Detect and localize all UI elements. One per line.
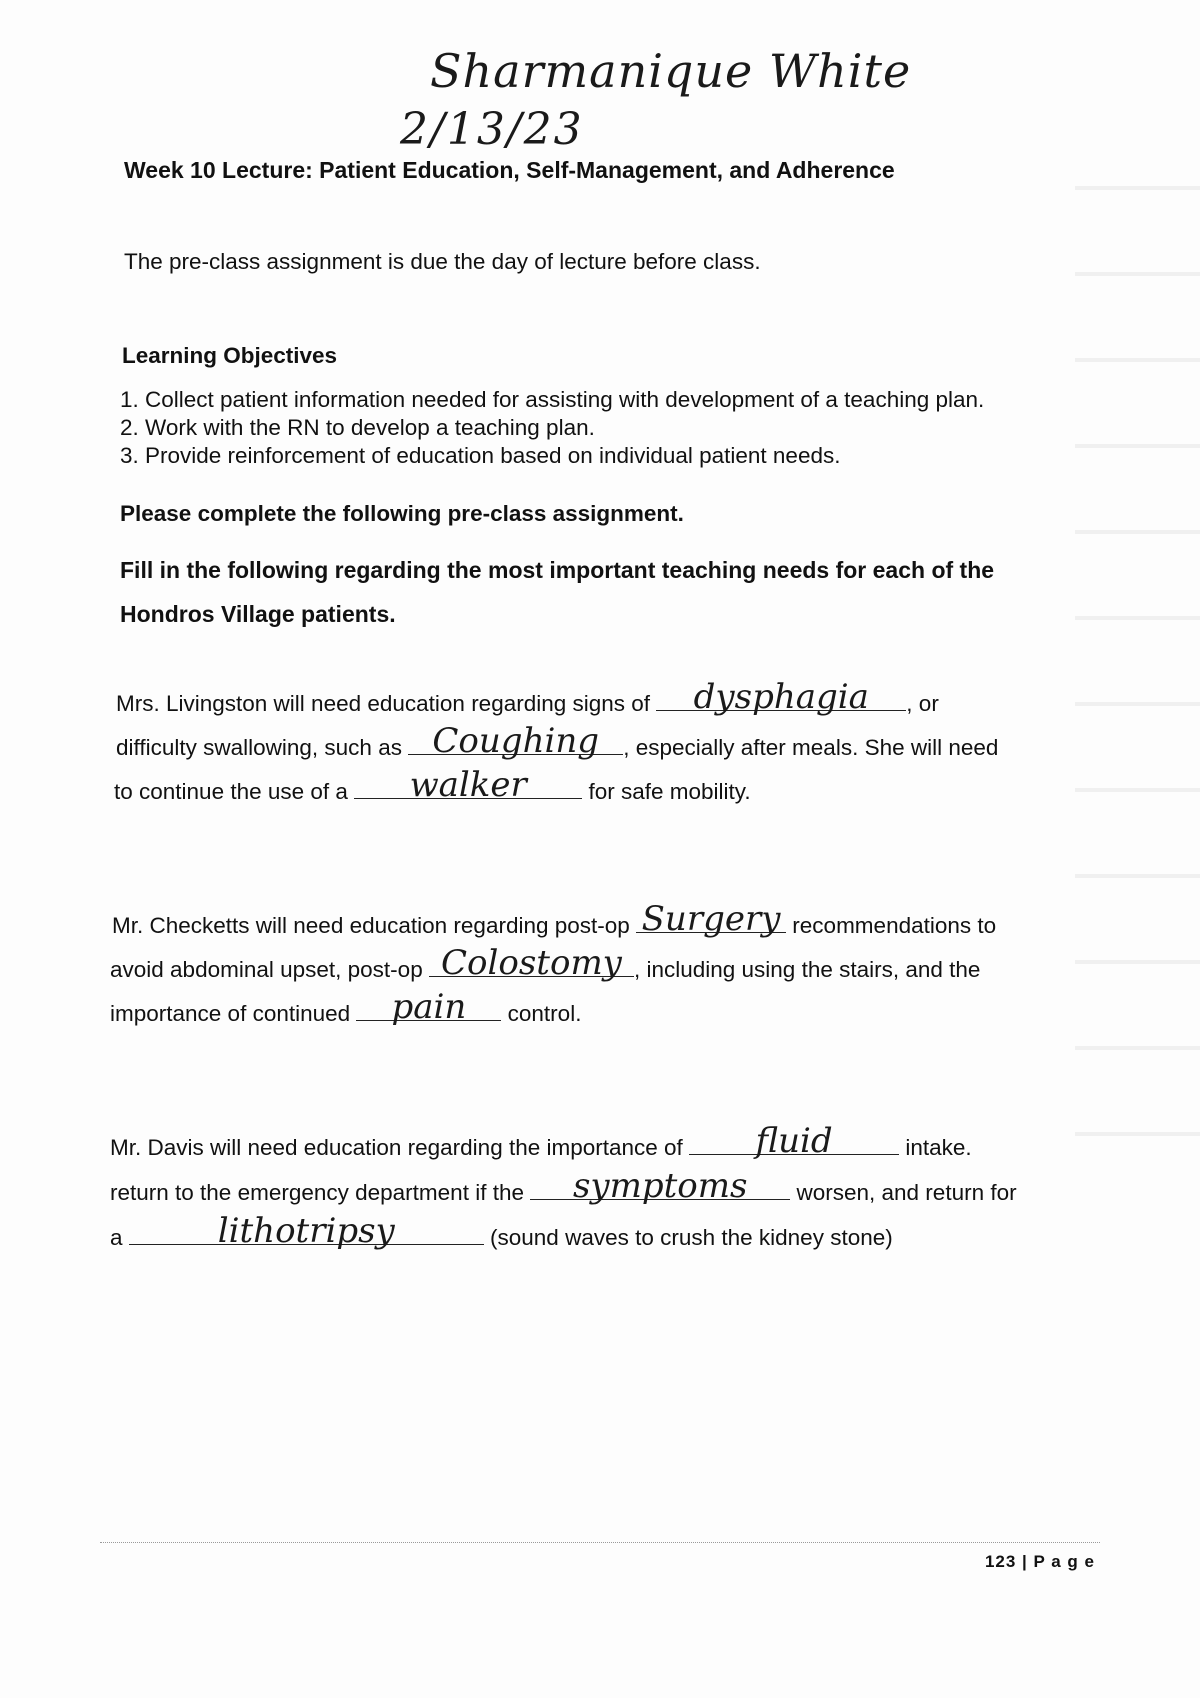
- answer-blank[interactable]: [689, 1121, 899, 1161]
- due-note: The pre-class assignment is due the day of lecture before class.: [124, 249, 761, 274]
- livingston-line-1: [116, 677, 939, 718]
- prompt-text: worsen, and return for: [790, 1180, 1017, 1205]
- checketts-line-1: [112, 899, 997, 940]
- answer-blank[interactable]: [429, 943, 634, 983]
- prompt-text: , especially after meals. She will need: [623, 735, 999, 760]
- livingston-line-3: [114, 765, 751, 806]
- handwritten-answer-walker: walker: [409, 765, 527, 805]
- fill-instruction-line-2: Hondros Village patients.: [120, 601, 396, 627]
- prompt-text: importance of continued: [110, 1001, 357, 1026]
- answer-blank[interactable]: [636, 899, 786, 939]
- prompt-text: to continue the use of a: [114, 779, 355, 804]
- prompt-text: , or: [906, 691, 939, 716]
- livingston-line-2: [116, 721, 999, 762]
- handwritten-answer-surgery: Surgery: [641, 899, 781, 939]
- answer-blank[interactable]: [408, 721, 623, 761]
- handwritten-answer-dysphagia: dysphagia: [693, 677, 869, 717]
- handwritten-answer-symptoms: symptoms: [572, 1166, 748, 1206]
- page-title: Week 10 Lecture: Patient Education, Self-Management, and Adherence: [124, 157, 895, 183]
- fill-instruction-line-1: Fill in the following regarding the most important teaching needs for each of the: [120, 557, 995, 583]
- answer-blank[interactable]: [656, 677, 906, 717]
- handwritten-answer-lithotripsy: lithotripsy: [217, 1211, 395, 1251]
- checketts-line-2: [110, 943, 981, 984]
- prompt-text: return to the emergency department if the: [110, 1180, 531, 1205]
- answer-blank[interactable]: [530, 1166, 790, 1206]
- handwritten-answer-fluid: fluid: [755, 1121, 833, 1161]
- prompt-text: Mr. Checketts will need education regarding post-op: [112, 913, 637, 938]
- answer-blank[interactable]: [356, 987, 501, 1027]
- prompt-text: control.: [501, 1001, 582, 1026]
- handwritten-answer-pain: pain: [391, 987, 467, 1027]
- davis-line-3: [110, 1211, 893, 1252]
- handwritten-name: Sharmanique White: [430, 44, 912, 98]
- prompt-text: recommendations to: [786, 913, 997, 938]
- prompt-text: , including using the stairs, and the: [633, 957, 981, 982]
- footer-divider: [100, 1542, 1100, 1543]
- complete-instruction: Please complete the following pre-class assignment.: [120, 501, 684, 526]
- prompt-text: difficulty swallowing, such as: [116, 735, 409, 760]
- prompt-text: avoid abdominal upset, post-op: [110, 957, 429, 982]
- handwritten-date: 2/13/23: [400, 104, 584, 155]
- bleed-through-shadow: [1075, 150, 1200, 1150]
- objective-item: 2. Work with the RN to develop a teaching plan.: [120, 415, 595, 440]
- handwritten-answer-colostomy: Colostomy: [441, 943, 622, 983]
- handwritten-answer-coughing: Coughing: [432, 721, 600, 761]
- page-number: 123 | P a g e: [984, 1552, 1095, 1571]
- prompt-text: Mrs. Livingston will need education regarding signs of: [116, 691, 657, 716]
- checketts-line-3: [110, 987, 582, 1028]
- prompt-text: a: [110, 1225, 129, 1250]
- answer-blank[interactable]: [129, 1211, 484, 1251]
- prompt-text: for safe mobility.: [582, 779, 751, 804]
- learning-objectives-heading: Learning Objectives: [122, 343, 338, 368]
- answer-blank[interactable]: [354, 765, 582, 805]
- davis-line-2: [110, 1166, 1017, 1207]
- davis-line-1: [110, 1121, 972, 1162]
- prompt-text: (sound waves to crush the kidney stone): [483, 1225, 893, 1250]
- objective-item: 3. Provide reinforcement of education based on individual patient needs.: [120, 443, 841, 468]
- prompt-text: intake.: [899, 1135, 972, 1160]
- prompt-text: Mr. Davis will need education regarding the importance of: [110, 1135, 690, 1160]
- objective-item: 1. Collect patient information needed for assisting with development of a teaching plan.: [120, 387, 985, 412]
